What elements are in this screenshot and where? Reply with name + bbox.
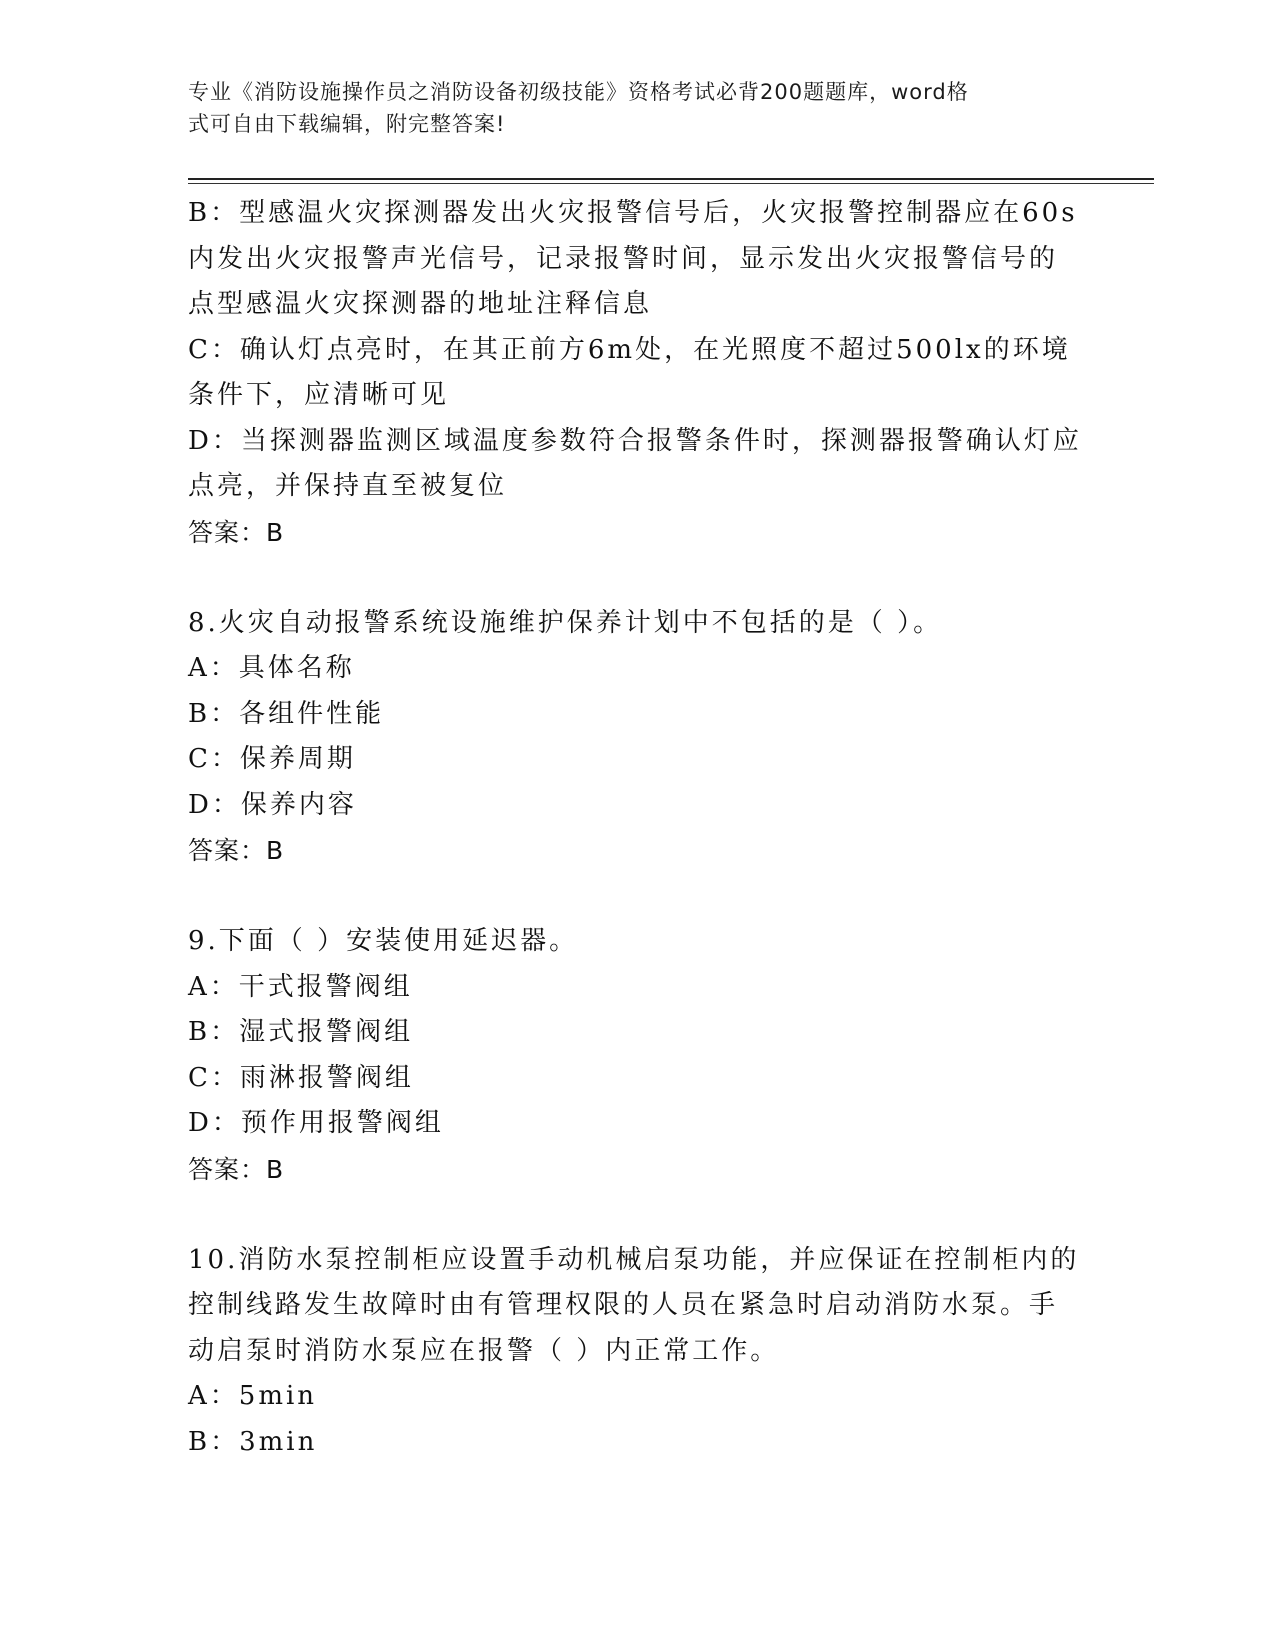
q7-option-c-line-2: 条件下，应清晰可见 — [188, 380, 450, 410]
q10-question-line-2: 控制线路发生故障时由有管理权限的人员在紧急时启动消防水泵。手 — [188, 1290, 1059, 1320]
q8-option-c: C：保养周期 — [188, 744, 356, 774]
q10-option-b: B：3min — [188, 1426, 318, 1457]
q8-question: 8.火灾自动报警系统设施维护保养计划中不包括的是（ ）。 — [188, 607, 943, 638]
document-body — [188, 191, 1082, 1465]
q9-option-d: D：预作用报警阀组 — [188, 1108, 444, 1138]
q7-option-b-line-3: 点型感温火灾探测器的地址注释信息 — [188, 289, 653, 319]
q9-answer: 答案：B — [188, 1154, 285, 1184]
q9-option-a: A：干式报警阀组 — [188, 971, 413, 1002]
q7-option-b-line-2: 内发出火灾报警声光信号，记录报警时间，显示发出火灾报警信号的 — [188, 243, 1059, 274]
q7-option-d-line-1: D：当探测器监测区域温度参数符合报警条件时，探测器报警确认灯应 — [188, 425, 1082, 456]
spacer — [188, 874, 1078, 920]
question-7-tail — [188, 191, 1082, 555]
q7-option-c — [188, 328, 1078, 419]
q8-option-b: B：各组件性能 — [188, 698, 385, 729]
question-8 — [188, 601, 1078, 874]
q9-option-b: B：湿式报警阀组 — [188, 1017, 414, 1047]
q8-answer: 答案：B — [188, 836, 285, 865]
header-rule-thin — [188, 183, 1154, 184]
question-10 — [188, 1238, 1078, 1466]
q10-question-line-1: 10.消防水泵控制柜应设置手动机械启泵功能，并应保证在控制柜内的 — [188, 1244, 1080, 1275]
question-9 — [188, 919, 1078, 1192]
q8-option-d: D：保养内容 — [188, 789, 357, 820]
q10-option-a: A：5min — [188, 1381, 318, 1411]
q7-option-b — [188, 191, 1078, 328]
q7-option-b-line-1: B：型感温火灾探测器发出火灾报警信号后，火灾报警控制器应在60s — [188, 198, 1078, 228]
document-header — [188, 76, 1078, 140]
q10-question-line-3: 动启泵时消防水泵应在报警（ ）内正常工作。 — [188, 1335, 780, 1366]
q7-answer: 答案：B — [188, 517, 285, 547]
q7-option-d — [188, 419, 1082, 510]
spacer — [188, 555, 1078, 601]
spacer — [188, 1192, 1078, 1238]
q8-option-a: A：具体名称 — [188, 653, 355, 683]
header-line-1: 专业《消防设施操作员之消防设备初级技能》资格考试必背200题题库，word格 — [188, 80, 969, 104]
q9-question: 9.下面（ ）安装使用延迟器。 — [188, 926, 579, 956]
q7-option-c-line-1: C：确认灯点亮时，在其正前方6m处，在光照度不超过500lx的环境 — [188, 334, 1071, 365]
q9-option-c: C：雨淋报警阀组 — [188, 1062, 414, 1093]
q7-option-d-line-2: 点亮，并保持直至被复位 — [188, 471, 508, 501]
header-line-2: 式可自由下载编辑，附完整答案! — [188, 112, 506, 136]
header-rule-thick — [188, 178, 1154, 180]
